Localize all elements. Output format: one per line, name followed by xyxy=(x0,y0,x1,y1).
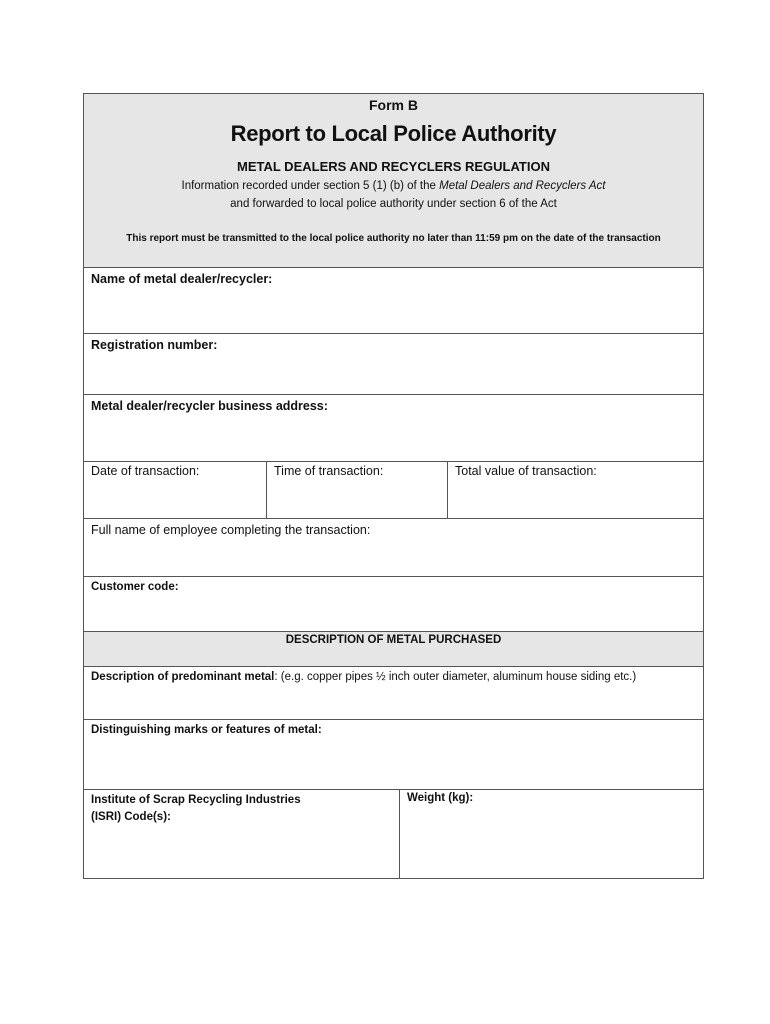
registration-number-field[interactable] xyxy=(84,334,703,395)
business-address-field[interactable] xyxy=(84,395,703,462)
weight-label: Weight (kg): xyxy=(407,792,474,804)
customer-code-field[interactable] xyxy=(84,577,703,632)
info-line-1 xyxy=(84,180,703,192)
metal-section-title: DESCRIPTION OF METAL PURCHASED xyxy=(285,634,502,646)
distinguishing-marks-label: Distinguishing marks or features of metal: xyxy=(91,724,322,736)
employee-name-field[interactable] xyxy=(84,519,703,577)
date-of-transaction-field[interactable] xyxy=(84,462,266,518)
isri-label-line-1: Institute of Scrap Recycling Industries xyxy=(91,794,301,806)
isri-code-field[interactable] xyxy=(84,790,399,878)
registration-number-label: Registration number: xyxy=(91,338,218,352)
time-of-transaction-label: Time of transaction: xyxy=(274,464,384,478)
form-label: Form B xyxy=(369,97,418,113)
distinguishing-marks-field[interactable] xyxy=(84,720,703,790)
deadline-notice: This report must be transmitted to the local police authority no later than 11:59 pm on the date of the transaction xyxy=(126,233,661,244)
customer-code-label: Customer code: xyxy=(91,581,179,593)
form-title: Report to Local Police Authority xyxy=(230,121,557,146)
police-report-form xyxy=(83,93,704,879)
predominant-metal-label xyxy=(91,671,636,683)
total-value-field[interactable] xyxy=(447,462,703,518)
dealer-name-label: Name of metal dealer/recycler: xyxy=(91,272,273,286)
predominant-metal-hint: : (e.g. copper pipes ½ inch outer diameter, aluminum house siding etc.) xyxy=(274,671,637,683)
transaction-details-row xyxy=(84,462,703,519)
dealer-name-field[interactable] xyxy=(84,268,703,334)
predominant-metal-title: Description of predominant metal xyxy=(91,671,275,683)
business-address-label: Metal dealer/recycler business address: xyxy=(91,399,328,413)
isri-weight-row xyxy=(84,790,703,878)
info-line-2: and forwarded to local police authority under section 6 of the Act xyxy=(230,198,557,210)
act-name: Metal Dealers and Recyclers Act xyxy=(439,180,606,192)
isri-label-line-2: (ISRI) Code(s): xyxy=(91,811,171,823)
info-line-1-text: Information recorded under section 5 (1) (b) of the xyxy=(181,180,440,192)
metal-section-heading xyxy=(84,632,703,667)
form-header xyxy=(84,94,703,268)
employee-name-label: Full name of employee completing the transaction: xyxy=(91,523,371,537)
form-subtitle: METAL DEALERS AND RECYCLERS REGULATION xyxy=(237,159,550,174)
total-value-label: Total value of transaction: xyxy=(455,464,597,478)
date-of-transaction-label: Date of transaction: xyxy=(91,464,200,478)
isri-code-label xyxy=(91,792,301,826)
weight-field[interactable] xyxy=(399,790,703,878)
predominant-metal-field[interactable] xyxy=(84,667,703,720)
time-of-transaction-field[interactable] xyxy=(266,462,447,518)
